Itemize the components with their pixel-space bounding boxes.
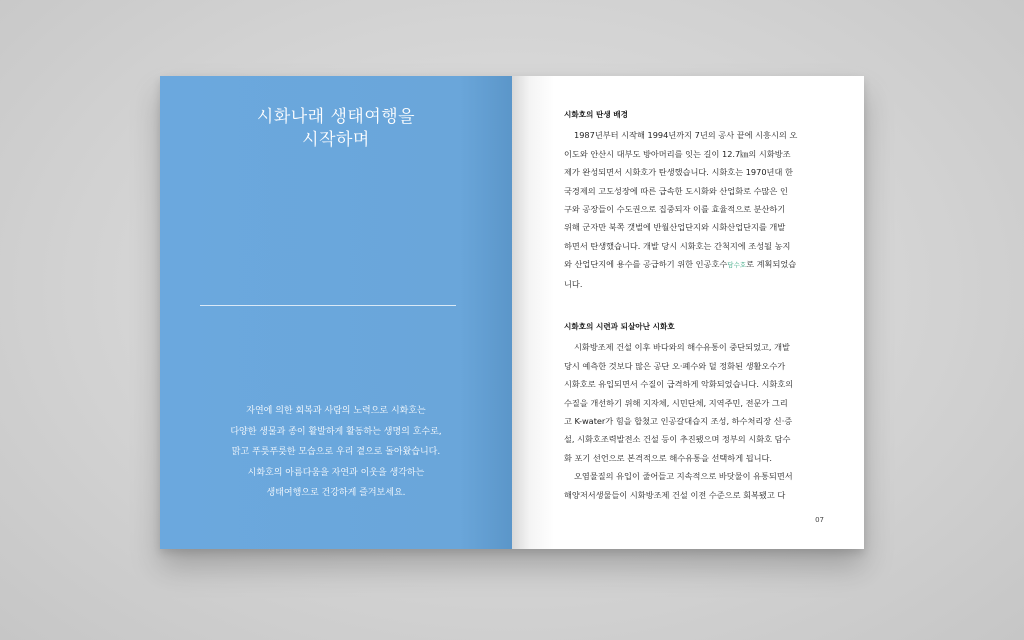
left-page-intro xyxy=(180,401,492,504)
left-page xyxy=(160,76,512,549)
page-number: 07 xyxy=(815,516,824,524)
paragraph-line: 시화호로 유입되면서 수질이 급격하게 악화되었습니다. 시화호의 xyxy=(564,379,794,390)
title-line: 시작하며 xyxy=(302,130,370,150)
paragraph-line: 오염물질의 유입이 줄어들고 지속적으로 바닷물이 유통되면서 xyxy=(574,471,793,482)
paragraph-line: 당시 예측한 것보다 많은 공단 오·폐수와 덜 정화된 생활오수가 xyxy=(564,360,786,371)
title-line: 시화나래 생태여행을 xyxy=(256,107,416,127)
intro-line: 다양한 생물과 종이 활발하게 활동하는 생명의 호수로, xyxy=(230,426,442,437)
intro-line: 생태여행으로 건강하게 즐겨보세요. xyxy=(266,488,406,498)
paragraph-line: 국경제의 고도성장에 따른 급속한 도시화와 산업화로 수많은 인 xyxy=(564,185,788,196)
section-heading: 시화호의 탄생 배경 xyxy=(564,110,628,119)
paragraph-line xyxy=(564,255,828,274)
paragraph-line: 구와 공장들이 수도권으로 집중되자 이를 효율적으로 분산하기 xyxy=(564,204,786,215)
paragraph-line: 해양저서생물들이 시화방조제 건설 이전 수준으로 회복됐고 다 xyxy=(564,489,786,500)
paragraph-line: 화 포기 선언으로 본격적으로 해수유통을 선택하게 됩니다. xyxy=(564,452,773,463)
accent-word: 담수호 xyxy=(727,261,747,270)
paragraph-line: 1987년부터 시작해 1994년까지 7년의 공사 끝에 시흥시의 오 xyxy=(574,130,798,141)
intro-line: 맑고 푸릇푸릇한 모습으로 우리 곁으로 돌아왔습니다. xyxy=(231,447,441,457)
left-page-title xyxy=(160,106,512,152)
right-page xyxy=(512,76,864,549)
paragraph-line: 니다. xyxy=(564,278,583,289)
paragraph-line: 제가 완성되면서 시화호가 탄생했습니다. 시화호는 1970년대 한 xyxy=(564,167,793,178)
line-text: 로 계획되었습 xyxy=(746,259,797,270)
paragraph-line: 위해 군자만 북쪽 갯벌에 반월산업단지와 시화산업단지를 개발 xyxy=(564,222,786,233)
section-heading: 시화호의 시련과 되살아난 시화호 xyxy=(564,322,675,331)
open-book xyxy=(160,76,864,549)
paragraph-line: 하면서 탄생했습니다. 개발 당시 시화호는 간척지에 조성될 농지 xyxy=(564,240,791,251)
divider-line xyxy=(200,305,456,306)
line-text: 와 산업단지에 용수를 공급하기 위한 인공호수 xyxy=(564,259,728,270)
section-origin xyxy=(564,106,828,293)
paragraph-line: 시화방조제 건설 이후 바다와의 해수유통이 중단되었고, 개발 xyxy=(574,342,790,353)
paragraph-line: 수질을 개선하기 위해 지자체, 시민단체, 지역주민, 전문가 그리 xyxy=(564,397,788,408)
section-recovery xyxy=(564,318,828,504)
intro-line: 자연에 의한 회복과 사람의 노력으로 시화호는 xyxy=(246,406,426,416)
paragraph-line: 설, 시화호조력발전소 건설 등이 추진됐으며 정부의 시화호 담수 xyxy=(564,434,791,445)
paragraph-line: 고 K-water가 힘을 합쳤고 인공갈대습지 조성, 하수처리장 신·증 xyxy=(564,416,793,427)
paragraph-line: 이도와 안산시 대부도 방아머리를 잇는 길이 12.7㎞의 시화방조 xyxy=(564,148,791,159)
intro-line: 시화호의 아름다움을 자연과 이웃을 생각하는 xyxy=(247,467,425,478)
